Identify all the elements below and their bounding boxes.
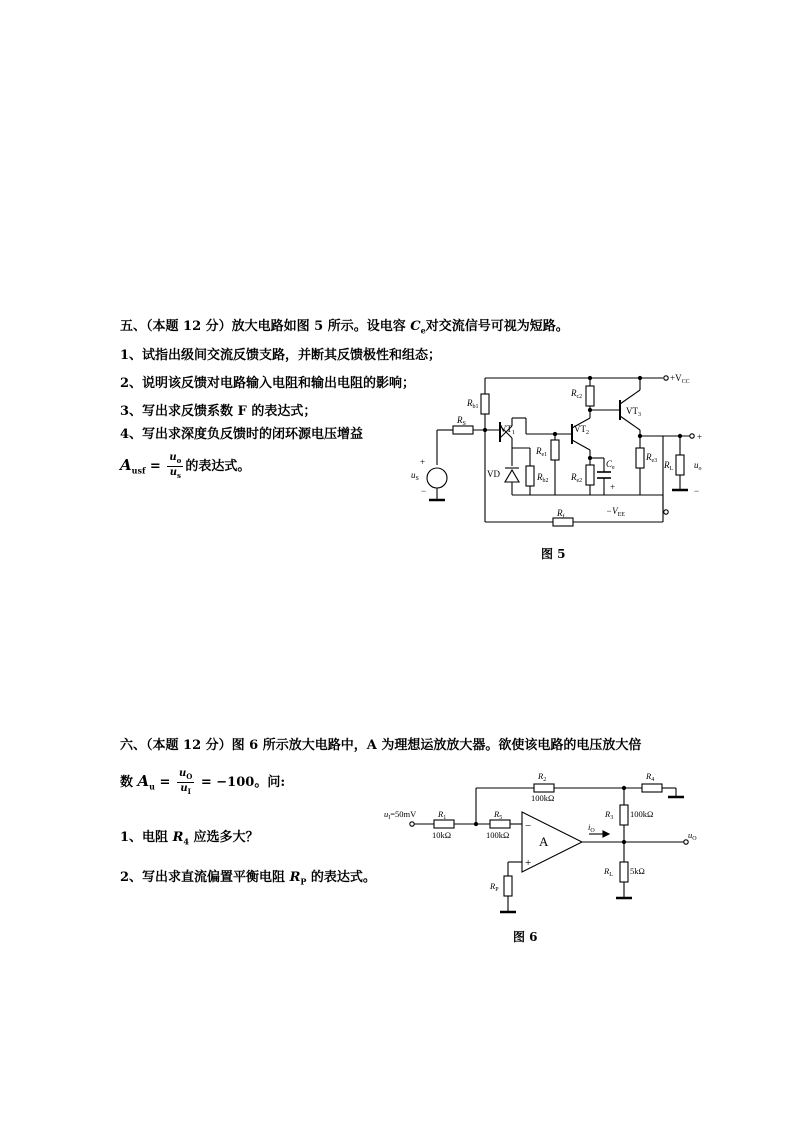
uo-minus: − xyxy=(694,486,700,496)
ce-label: $C_e$ xyxy=(606,459,615,471)
r2-label: $R_2$ xyxy=(538,771,547,783)
q6-item-2 xyxy=(120,866,376,887)
q6-item-1-sub: 4 xyxy=(183,836,189,847)
rp-label: $R_P$ xyxy=(490,881,499,893)
q6-title: 六、（本题 12 分）图 6 所示放大电路中，A 为理想运放放大器。欲使该电路的电压放大倍 xyxy=(120,738,642,753)
rc2-label: $R_{c2}$ xyxy=(571,388,583,400)
rc2-resistor xyxy=(586,386,594,406)
uo6-label: $u_O$ xyxy=(688,830,697,842)
r2-value: 100kΩ xyxy=(531,793,555,803)
r4-resistor xyxy=(642,784,662,792)
rl6-value: 5kΩ xyxy=(630,866,645,876)
q5-item-3: 3、写出求反馈系数 F 的表达式； xyxy=(120,404,317,419)
re1-label: $R_{e1}$ xyxy=(536,446,548,458)
r5-value: 100kΩ xyxy=(486,830,510,840)
q6-item-1-pre: 1、电阻 xyxy=(120,830,173,845)
vt2-label: $VT_2$ xyxy=(574,424,589,436)
r3-resistor xyxy=(620,805,628,825)
re1-resistor xyxy=(551,440,559,460)
vcc-label: $+V_{CC}$ xyxy=(670,373,690,385)
us-source xyxy=(427,468,447,488)
q6-gain-A-sub: u xyxy=(149,781,155,792)
ce-plus: + xyxy=(610,482,616,492)
uo5-label: $u_o$ xyxy=(694,460,702,472)
q5-item-2: 2、说明该反馈对电路输入电阻和输出电阻的影响； xyxy=(120,376,416,391)
q5-formula-den-sub: s xyxy=(177,471,181,480)
q6-item-2-pre: 2、写出求直流偏置平衡电阻 xyxy=(120,870,290,885)
rl-resistor-6 xyxy=(620,862,628,882)
r3-label: $R_3$ xyxy=(605,809,614,821)
q6-gain-tail: 。问: xyxy=(254,775,286,790)
io-label: $i_O$ xyxy=(588,822,595,834)
q6-gain xyxy=(120,768,285,797)
opamp-plus: + xyxy=(525,857,532,869)
q5-formula-eq: = xyxy=(145,459,166,474)
q5-formula xyxy=(120,452,250,481)
q5-title-symbol: C xyxy=(410,319,421,334)
rl6-label: $R_L$ xyxy=(604,866,613,878)
rs-resistor xyxy=(453,426,473,434)
q6-item-1-post: 应选多大？ xyxy=(188,830,259,845)
rs-label: $R_S$ xyxy=(457,415,466,427)
rb2-resistor xyxy=(526,466,534,486)
q6-item-2-post: 的表达式。 xyxy=(306,870,376,885)
re2-resistor xyxy=(586,465,594,485)
q5-formula-tail: 的表达式。 xyxy=(185,459,251,474)
q6-item-2-sym: R xyxy=(289,870,301,885)
r3-value: 100kΩ xyxy=(630,809,654,819)
vd-label: VD xyxy=(487,469,500,479)
figure-5-caption: 图 5 xyxy=(541,547,566,561)
vt1-label: $VT_1$ xyxy=(500,424,515,436)
q5-formula-den: u xyxy=(169,467,177,478)
q6-gain-den: u xyxy=(180,783,188,794)
r1-label: $R_1$ xyxy=(438,809,447,821)
re3-resistor xyxy=(636,448,644,468)
rb1-resistor xyxy=(481,394,489,414)
r5-label: $R_5$ xyxy=(494,809,503,821)
figure-6-caption: 图 6 xyxy=(513,930,538,944)
figure-5-circuit xyxy=(400,365,720,535)
r1-value: 10kΩ xyxy=(432,830,452,840)
r1-resistor xyxy=(434,820,454,828)
q5-item-4: 4、写出求深度负反馈时的闭环源电压增益 xyxy=(120,427,364,442)
q5-formula-num-sub: o xyxy=(176,456,182,465)
q5-item-1: 1、试指出级间交流反馈支路，并断其反馈极性和组态； xyxy=(120,348,442,363)
r5-resistor xyxy=(490,820,510,828)
re3-label: $R_{e3}$ xyxy=(646,452,658,464)
q5-title-symbol-sub: e xyxy=(420,325,426,336)
vee-label: $-V_{EE}$ xyxy=(606,506,625,518)
q5-formula-lhs-sub: usf xyxy=(131,465,146,476)
q5-title xyxy=(120,315,569,336)
r2-resistor xyxy=(534,784,554,792)
rp-resistor xyxy=(504,876,512,896)
us-minus: − xyxy=(421,486,427,496)
opamp-minus: − xyxy=(525,820,532,832)
re2-label: $R_{e2}$ xyxy=(571,472,583,484)
q6-gain-value: = −100 xyxy=(196,775,255,790)
q6-gain-eq: = xyxy=(155,775,175,790)
q5-title-text-post: 对交流信号可视为短路。 xyxy=(425,319,569,334)
opamp-label: A xyxy=(539,834,549,849)
q6-gain-fraction xyxy=(177,768,194,797)
rb1-label: $R_{b1}$ xyxy=(467,398,479,410)
r4-label: $R_4$ xyxy=(646,771,655,783)
q6-item-1 xyxy=(120,826,259,847)
rb2-label: $R_{b2}$ xyxy=(537,472,549,484)
rf-label: $R_f$ xyxy=(557,508,565,520)
q5-title-text: 五、（本题 12 分）放大电路如图 5 所示。设电容 xyxy=(120,319,411,334)
us-label: $u_S$ xyxy=(411,470,419,482)
q6-item-2-sub: P xyxy=(300,876,307,887)
q5-formula-lhs: A xyxy=(120,456,132,474)
vt3-label: $VT_3$ xyxy=(626,406,641,418)
q6-gain-num: u xyxy=(178,768,187,779)
q6-gain-den-sub: I xyxy=(187,787,191,796)
ui-label: $u_I=50mV$ xyxy=(384,809,417,821)
q6-gain-num-sub: O xyxy=(186,772,193,781)
rl-resistor-5 xyxy=(676,455,684,475)
figure-6-circuit xyxy=(380,765,720,925)
q5-formula-num: u xyxy=(169,452,177,463)
rl5-label: $R_L$ xyxy=(664,460,674,472)
q6-gain-pre: 数 xyxy=(120,775,138,790)
q6-gain-A: A xyxy=(137,772,150,790)
q5-formula-fraction xyxy=(167,452,183,481)
uo-plus: + xyxy=(697,432,703,442)
us-plus: + xyxy=(420,457,426,467)
q6-item-1-sym: R xyxy=(172,830,184,845)
